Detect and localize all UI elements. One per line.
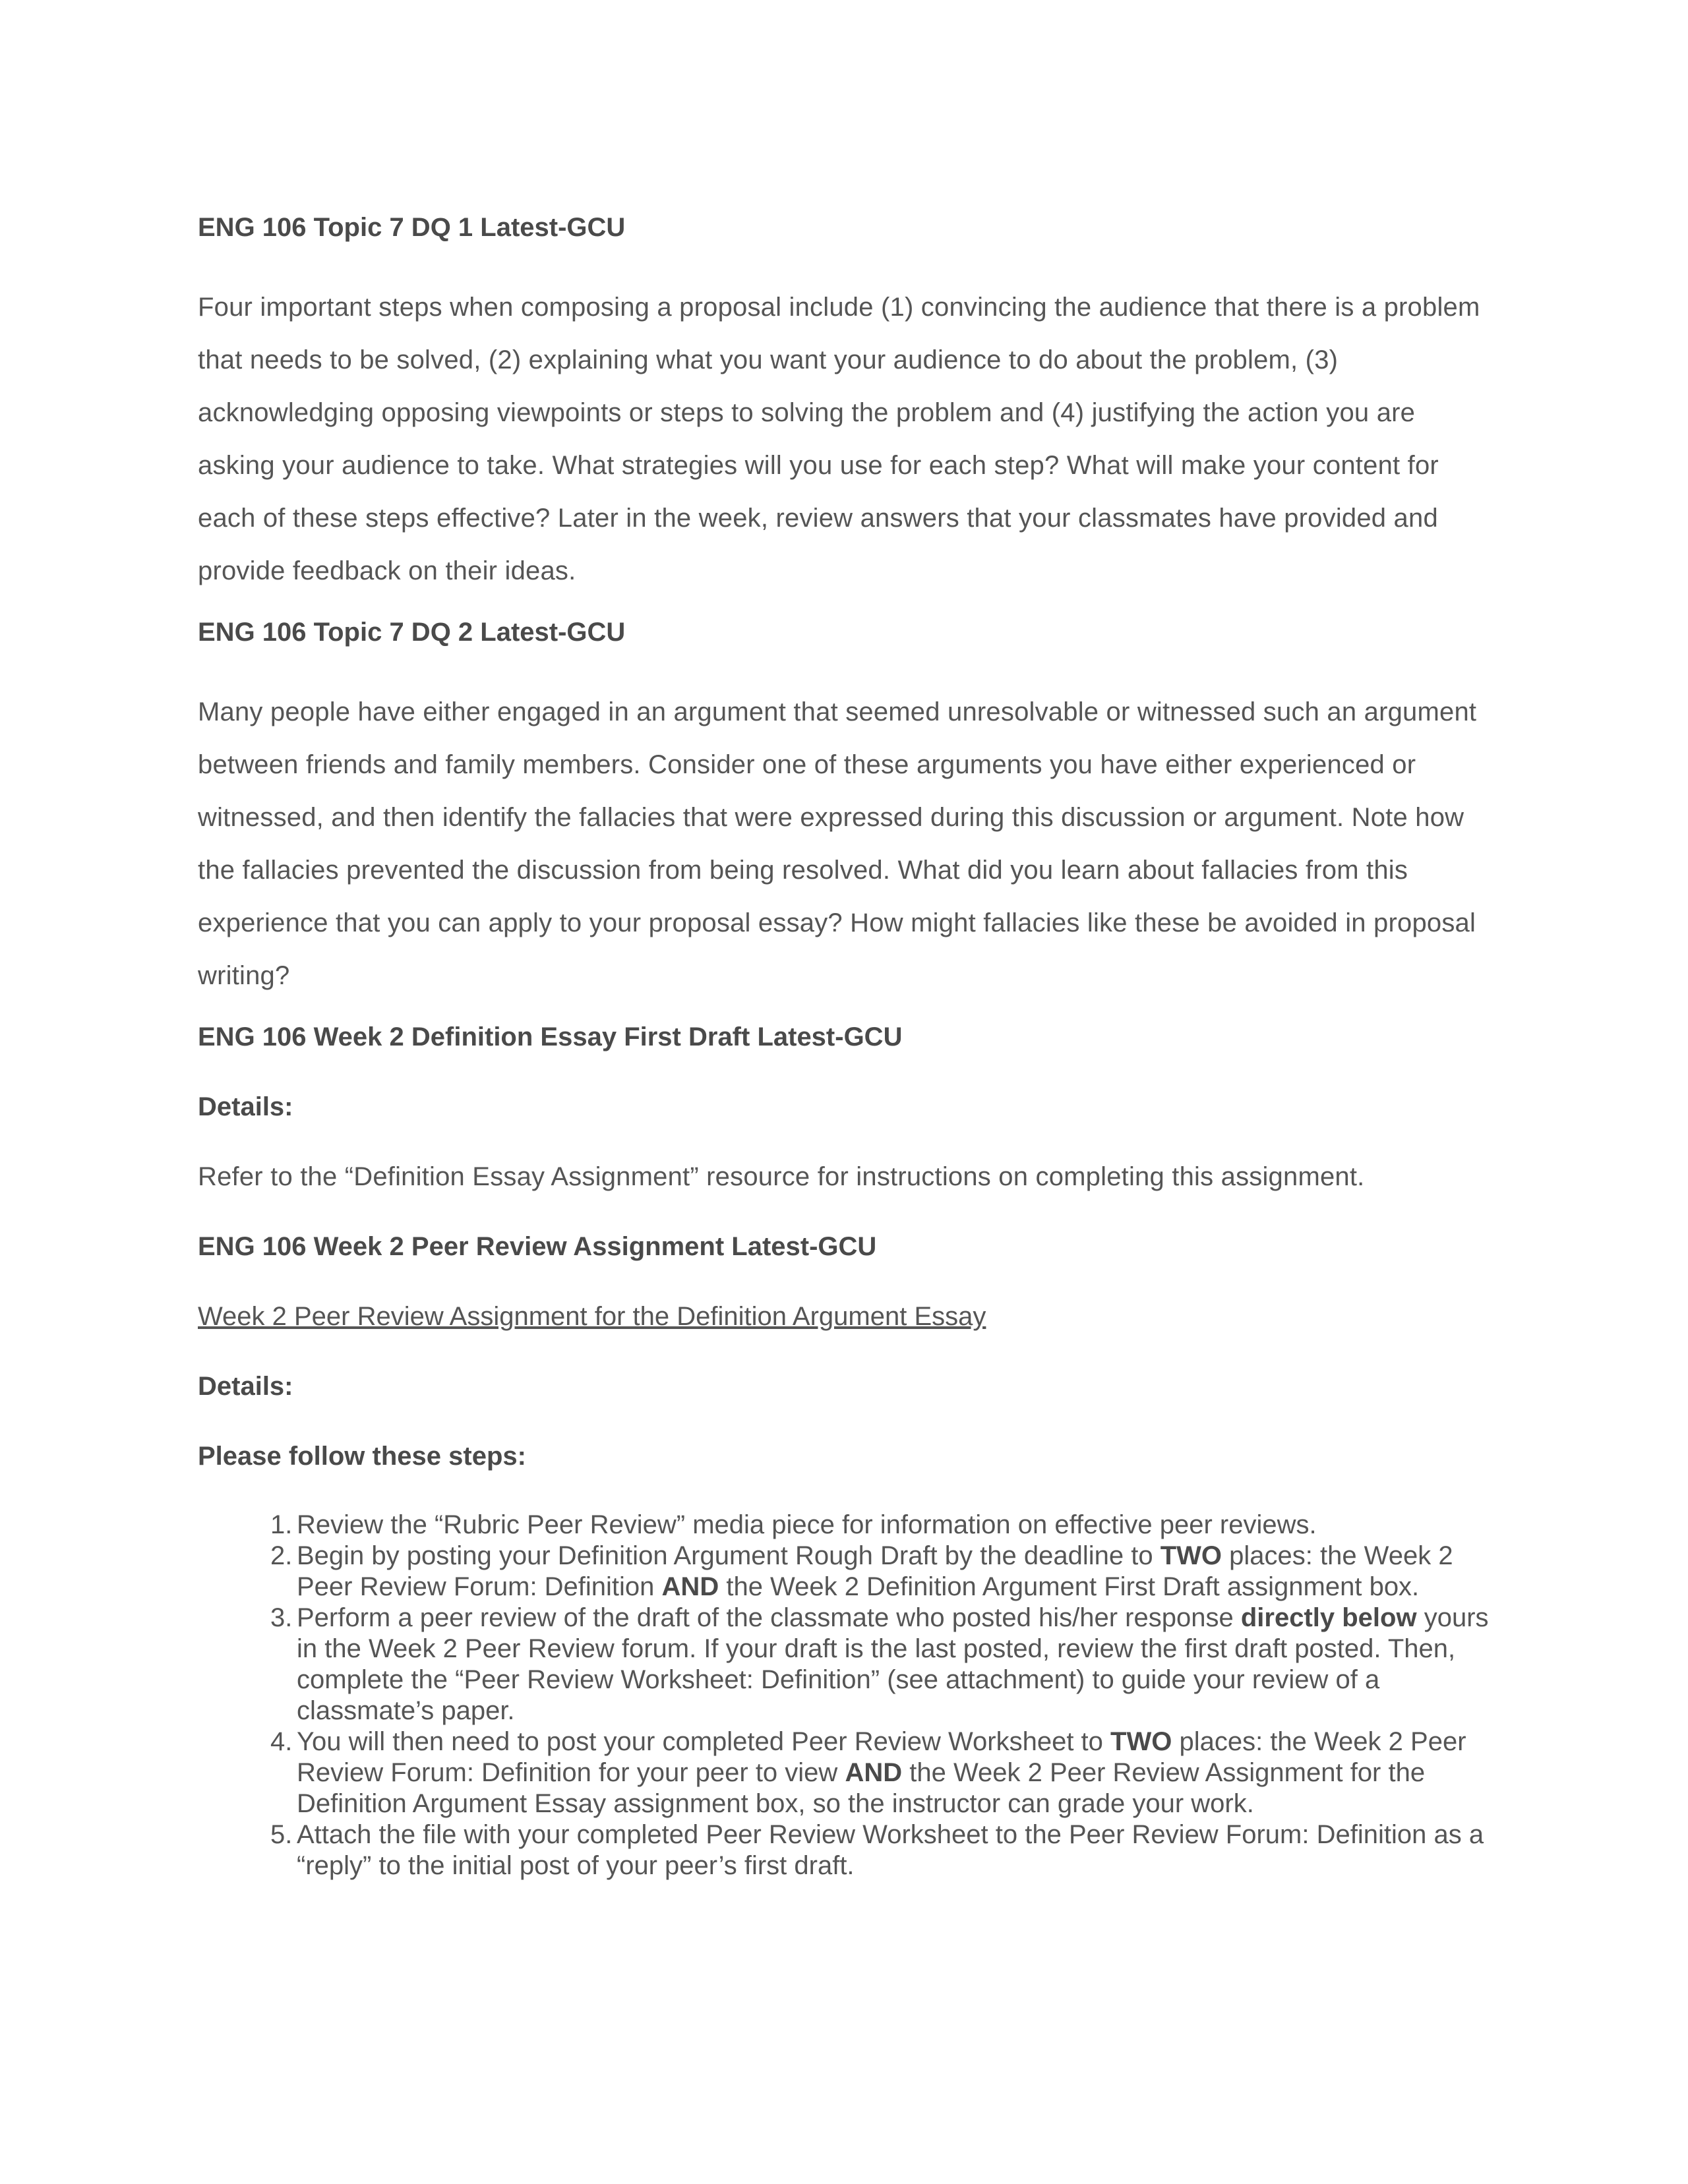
- peer-review-details-label: Details:: [198, 1372, 293, 1401]
- step-text: Attach the file with your completed Peer Review Worksheet to the Peer Review Forum: Definition as a “reply” to the initial post of your peer’s first draft.: [297, 1820, 1484, 1880]
- list-item: [198, 1510, 1490, 1541]
- step-number: 3.: [270, 1603, 293, 1632]
- dq1-heading: ENG 106 Topic 7 DQ 1 Latest-GCU: [198, 213, 626, 242]
- list-item: [198, 1603, 1490, 1727]
- step-text: Begin by posting your Definition Argument Rough Draft by the deadline to TWO places: the Week 2 Peer Review Forum: Definition AND the Week 2 Definition Argument First Draft assignment box.: [297, 1541, 1453, 1601]
- peer-review-assignment-link[interactable]: Week 2 Peer Review Assignment for the Definition Argument Essay: [198, 1302, 986, 1331]
- step-number: 4.: [270, 1727, 293, 1756]
- peer-review-heading: ENG 106 Week 2 Peer Review Assignment Latest-GCU: [198, 1232, 877, 1261]
- definition-draft-heading: ENG 106 Week 2 Definition Essay First Draft Latest-GCU: [198, 1022, 903, 1051]
- step-text: Review the “Rubric Peer Review” media piece for information on effective peer reviews.: [297, 1510, 1317, 1539]
- definition-draft-details-label: Details:: [198, 1092, 293, 1121]
- step-number: 5.: [270, 1820, 293, 1849]
- step-number: 1.: [270, 1510, 293, 1539]
- step-number: 2.: [270, 1541, 293, 1570]
- step-text: Perform a peer review of the draft of the classmate who posted his/her response directly below yours in the Week 2 Peer Review forum. If your draft is the last posted, review the first draft posted. Then, complete the “Peer Review Worksheet: Definition” (see attachment) to guide your review of a classmate’s paper.: [297, 1603, 1489, 1725]
- list-item: [198, 1727, 1490, 1819]
- dq1-body: Four important steps when composing a proposal include (1) convincing the audience that there is a problem that needs to be solved, (2) explaining what you want your audience to do about the problem, (3) acknowledging opposing viewpoints or steps to solving the problem and (4) justifying the action you are asking your audience to take. What strategies will you use for each step? What will make your content for each of these steps effective? Later in the week, review answers that your classmates have provided and provide feedback on their ideas.: [198, 293, 1480, 585]
- dq2-heading: ENG 106 Topic 7 DQ 2 Latest-GCU: [198, 618, 626, 647]
- dq2-body: Many people have either engaged in an argument that seemed unresolvable or witnessed such an argument between friends and family members. Consider one of these arguments you have either experienced or witnessed, and then identify the fallacies that were expressed during this discussion or argument. Note how the fallacies prevented the discussion from being resolved. What did you learn about fallacies from this experience that you can apply to your proposal essay? How might fallacies like these be avoided in proposal writing?: [198, 697, 1477, 990]
- list-item: [198, 1819, 1490, 1881]
- document-page: [198, 211, 1490, 1881]
- step-text: You will then need to post your completed Peer Review Worksheet to TWO places: the Week 2 Peer Review Forum: Definition for your peer to view AND the Week 2 Peer Review Assignment for the Definition Argument Essay assignment box, so the instructor can grade your work.: [297, 1727, 1466, 1818]
- list-item: [198, 1541, 1490, 1603]
- steps-label: Please follow these steps:: [198, 1442, 526, 1471]
- steps-list: [198, 1510, 1490, 1881]
- definition-draft-body: Refer to the “Definition Essay Assignment” resource for instructions on completing this assignment.: [198, 1162, 1365, 1191]
